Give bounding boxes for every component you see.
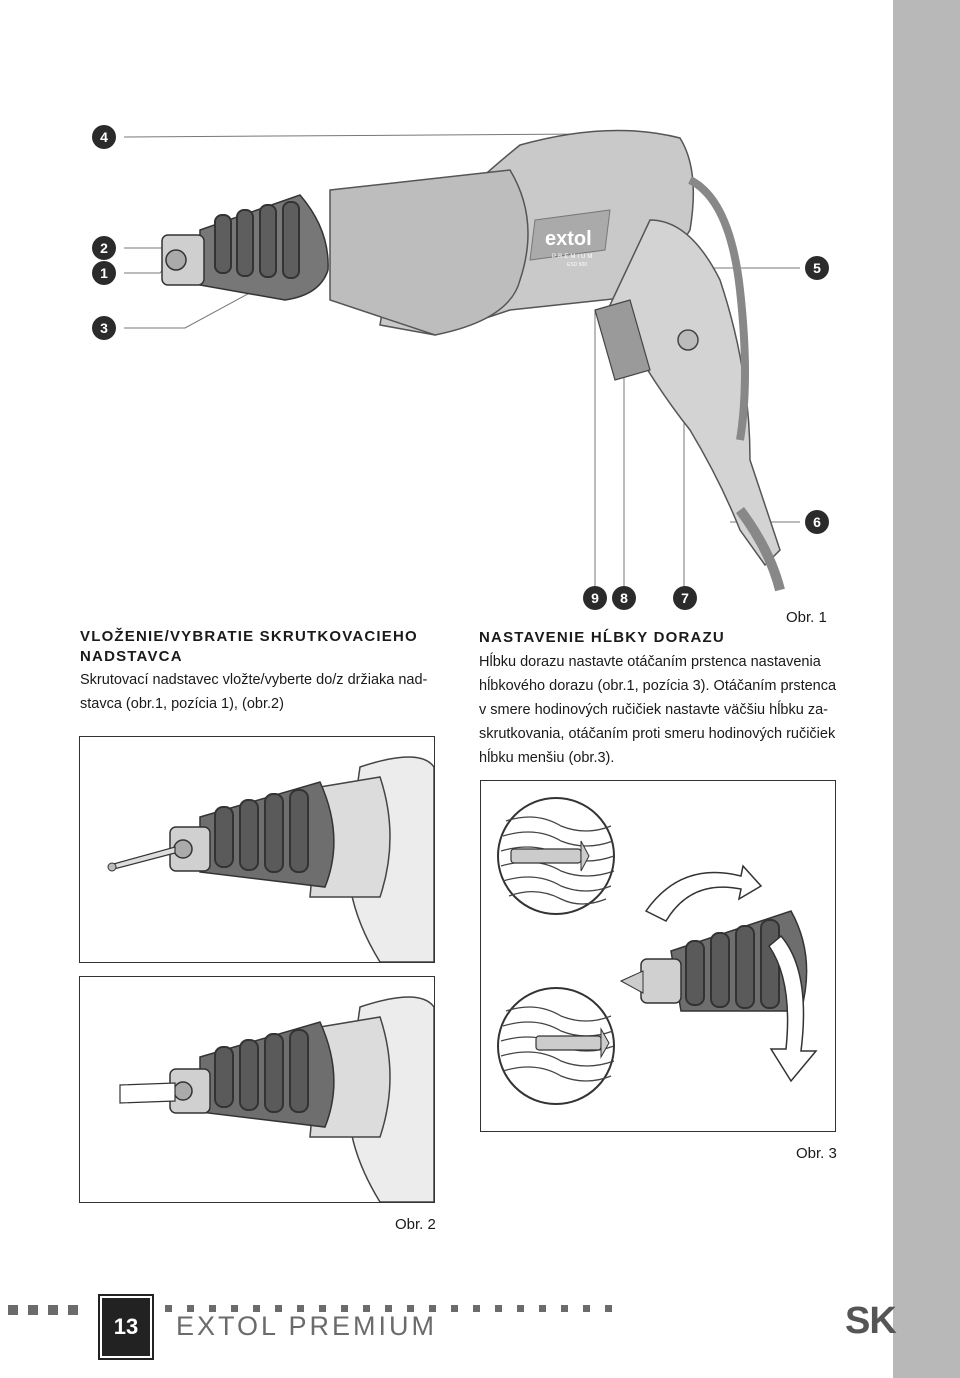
- footer-square: [68, 1305, 78, 1315]
- left-body-line2: stavca (obr.1, pozícia 1), (obr.2): [80, 696, 284, 712]
- left-body-line1: Skrutovací nadstavec vložte/vyberte do/z držiaka nad-: [80, 672, 428, 688]
- language-code: SK: [845, 1300, 896, 1342]
- callout-2: 2: [92, 236, 116, 260]
- right-body-line3: v smere hodinových ručičiek nastavte väčšiu hĺbku za-: [479, 702, 828, 718]
- right-body-line1: Hĺbku dorazu nastavte otáčaním prstenca nastavenia: [479, 654, 821, 670]
- callout-8: 8: [612, 586, 636, 610]
- left-heading-line2: NADSTAVCA: [80, 648, 183, 665]
- footer-square: [517, 1305, 524, 1312]
- footer-square: [583, 1305, 590, 1312]
- callout-6: 6: [805, 510, 829, 534]
- callout-9: 9: [583, 586, 607, 610]
- figure2-top-frame: [79, 736, 435, 963]
- page-number: 13: [100, 1296, 152, 1358]
- footer-brand: EXTOL PREMIUM: [176, 1311, 438, 1341]
- footer-square: [451, 1305, 458, 1312]
- figure2-caption: Obr. 2: [395, 1216, 436, 1233]
- callout-3: 3: [92, 316, 116, 340]
- figure3-frame: [480, 780, 836, 1132]
- figure1-caption: Obr. 1: [786, 609, 827, 626]
- left-heading-line1: VLOŽENIE/VYBRATIE SKRUTKOVACIEHO: [80, 628, 418, 645]
- tool-brand-label: extol: [545, 228, 592, 250]
- footer-square: [165, 1305, 172, 1312]
- callout-5: 5: [805, 256, 829, 280]
- tool-sub-label: PREMIUM: [552, 254, 595, 260]
- footer-square: [28, 1305, 38, 1315]
- footer-square: [605, 1305, 612, 1312]
- tool-model-label: ESD 500: [567, 262, 588, 268]
- footer-square: [539, 1305, 546, 1312]
- footer-square: [473, 1305, 480, 1312]
- footer-square: [495, 1305, 502, 1312]
- figure2-bottom-frame: [79, 976, 435, 1203]
- callout-1: 1: [92, 261, 116, 285]
- side-strip: [893, 0, 960, 1378]
- callout-7: 7: [673, 586, 697, 610]
- footer-square: [48, 1305, 58, 1315]
- figure3-caption: Obr. 3: [796, 1145, 837, 1162]
- drill-illustration: [90, 110, 850, 610]
- right-heading: NASTAVENIE HĹBKY DORAZU: [479, 629, 725, 646]
- right-body-line2: hĺbkového dorazu (obr.1, pozícia 3). Otáčaním prstenca: [479, 678, 837, 694]
- right-body-line4: skrutkovania, otáčaním proti smeru hodinových ručičiek: [479, 726, 836, 742]
- footer-square: [561, 1305, 568, 1312]
- callout-4: 4: [92, 125, 116, 149]
- right-body-line5: hĺbku menšiu (obr.3).: [479, 750, 615, 766]
- footer-square: [8, 1305, 18, 1315]
